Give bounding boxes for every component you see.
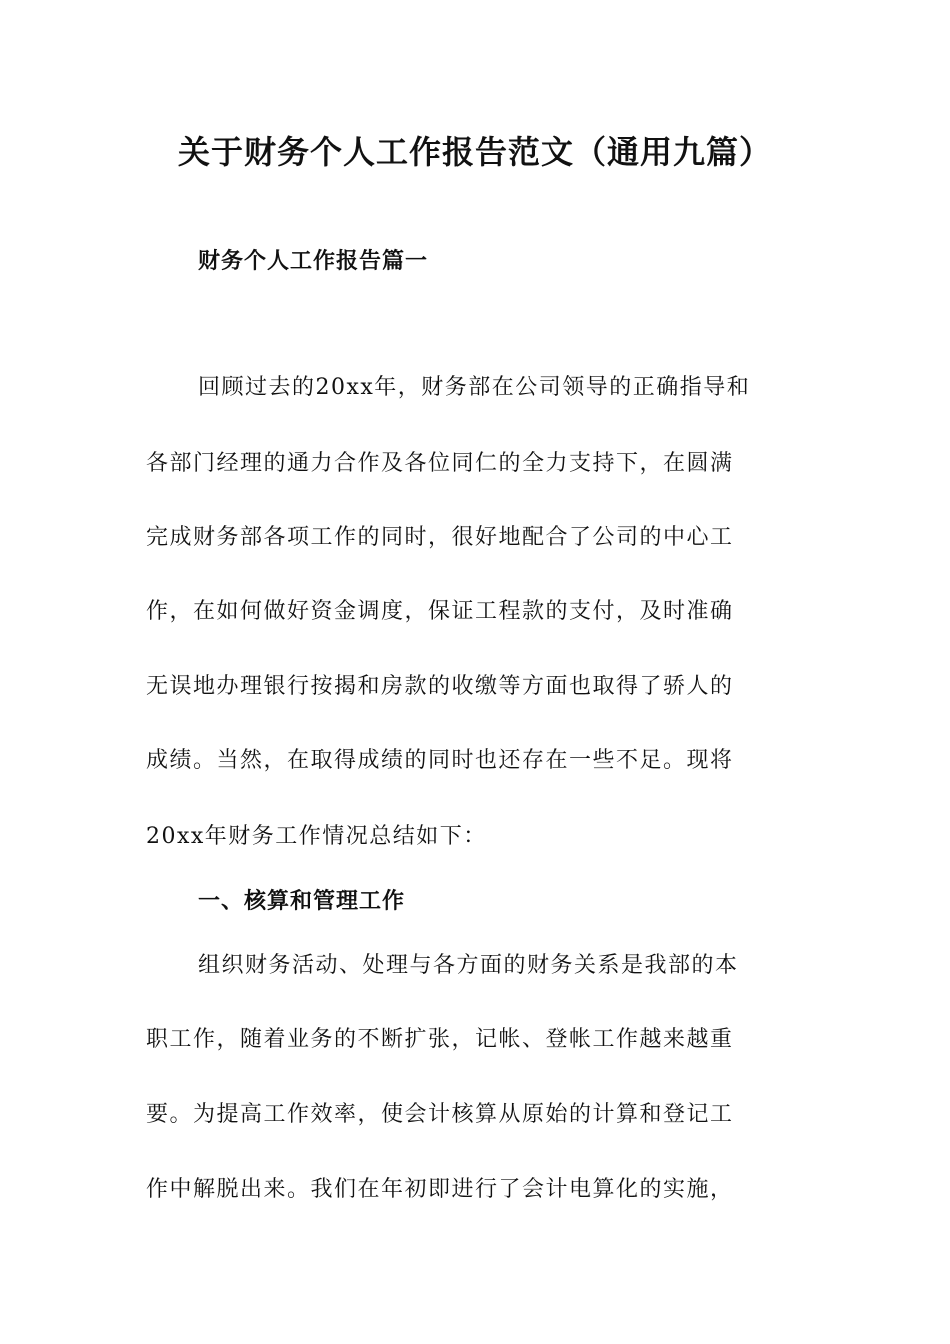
- paragraph-line: 作，在如何做好资金调度，保证工程款的支付，及时准确: [146, 599, 734, 624]
- paragraph-line: 回顾过去的20xx年，财务部在公司领导的正确指导和: [198, 375, 751, 400]
- paragraph-line: 20xx年财务工作情况总结如下：: [146, 824, 487, 849]
- document-title: 关于财务个人工作报告范文（通用九篇）: [177, 133, 772, 171]
- part-heading: 财务个人工作报告篇一: [198, 249, 429, 274]
- paragraph-line: 作中解脱出来。我们在年初即进行了会计电算化的实施，: [146, 1177, 734, 1202]
- paragraph-line: 要。为提高工作效率，使会计核算从原始的计算和登记工: [146, 1102, 734, 1127]
- paragraph-line: 组织财务活动、处理与各方面的财务关系是我部的本: [198, 953, 739, 978]
- paragraph-line: 成绩。当然，在取得成绩的同时也还存在一些不足。现将: [146, 748, 734, 773]
- paragraph-line: 无误地办理银行按揭和房款的收缴等方面也取得了骄人的: [146, 674, 734, 699]
- paragraph-line: 各部门经理的通力合作及各位同仁的全力支持下，在圆满: [146, 451, 734, 476]
- section-heading: 一、核算和管理工作: [198, 889, 406, 914]
- paragraph-line: 职工作，随着业务的不断扩张，记帐、登帐工作越来越重: [146, 1027, 734, 1052]
- paragraph-line: 完成财务部各项工作的同时，很好地配合了公司的中心工: [146, 525, 734, 550]
